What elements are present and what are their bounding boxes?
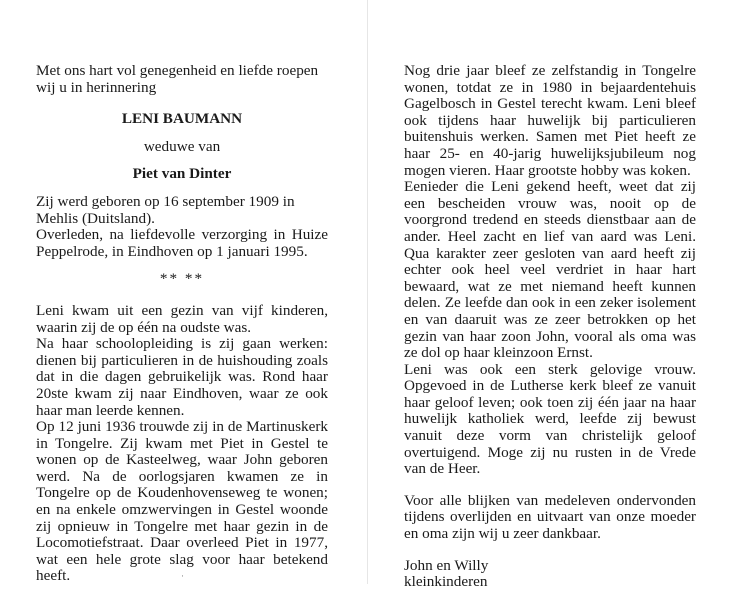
center-fold-divider (367, 0, 368, 584)
widow-of-text: weduwe van (143, 137, 221, 155)
left-page (36, 63, 328, 585)
deceased-name: LENI BAUMANN (121, 110, 243, 128)
death-text: Overleden, na liefdevolle verzorging in Huize Peppelrode, in Eindhoven op 1 januari 1995. (36, 226, 328, 260)
bio-paragraph-5: Eenieder die Leni gekend heeft, weet dat zij een bescheiden vrouw was, nooit op de voorgrond tredend en steeds dienstbaar aan de ander. Heel zacht en lief van aard was Leni. Qua karakter zeer gesloten van aard heeft zij echter ook heel veel verdriet in haar hart bewaard, wat ze met niemand heeft kunnen delen. Ze leefde dan ook in een zeker isolement en van daaruit was ze zeer betrokken op het gezin van haar zoon John, vooral als oma was ze dol op haar kleinzoon Ernst. (404, 178, 696, 362)
thanks-text: Voor alle blijken van medeleven ondervonden tijdens overlijden en uitvaart van onze moeder en oma zijn wij u zeer dankbaar. (404, 491, 696, 543)
husband-name: Piet van Dinter (132, 165, 232, 183)
print-mark: · (181, 571, 184, 581)
birth-text: Zij werd geboren op 16 september 1909 in Mehlis (Duitsland). (36, 192, 295, 227)
signed-names: John en Willy (404, 556, 489, 574)
right-page (404, 63, 696, 591)
bio-paragraph-6: Leni was ook een sterk gelovige vrouw. Opgevoed in de Lutherse kerk bleef ze vanuit haar geloof leven; ook toen zij één jaar na haar huwelijk katholiek werd, leefde zij bewust vanuit deze vorm van christelijk geloof overtuigend. Moge zij nu rusten in de Vrede van de Heer. (404, 360, 696, 478)
signed-role: kleinkinderen (404, 573, 488, 591)
bio-paragraph-4: Nog drie jaar bleef ze zelfstandig in Tongelre wonen, totdat ze in 1980 in bejaardentehuis Gagelbosch in Gestel terecht kwam. Leni bleef ook tijdens haar huwelijk bij particulieren buitenshuis werken. Samen met Piet heeft ze haar 25- en 40-jarig huwelijksjubileum nog mogen vieren. Haar grootste hobby was koken. (404, 62, 696, 179)
bio-paragraph-3: Op 12 juni 1936 trouwde zij in de Martinuskerk in Tongelre. Zij kwam met Piet in Gestel te wonen op de Kasteelweg, waar John geboren werd. Na de oorlogsjaren kwamen ze in Tongelre op de Koudenhovenseweg te wonen; en na enkele omzwervingen in Gestel woonde zij opnieuw in Tongelre met haar gezin in de Locomotiefstraat. Daar overleed Piet in 1977, wat een hele grote slag voor haar betekend heeft. (36, 418, 328, 585)
bio-paragraph-1: Leni kwam uit een gezin van vijf kinderen, waarin zij de op één na oudste was. (36, 301, 328, 336)
bio-paragraph-2: Na haar schoolopleiding is zij gaan werken: dienen bij particulieren in de huishouding zoals dat in die dagen gebruikelijk was. Rond haar 20ste kwam zij naar Eindhoven, waar ze ook haar man leerde kennen. (36, 335, 328, 419)
separator-stars: ** ** (159, 270, 205, 288)
intro-text: Met ons hart vol genegenheid en liefde roepen wij u in herinnering (36, 62, 319, 96)
